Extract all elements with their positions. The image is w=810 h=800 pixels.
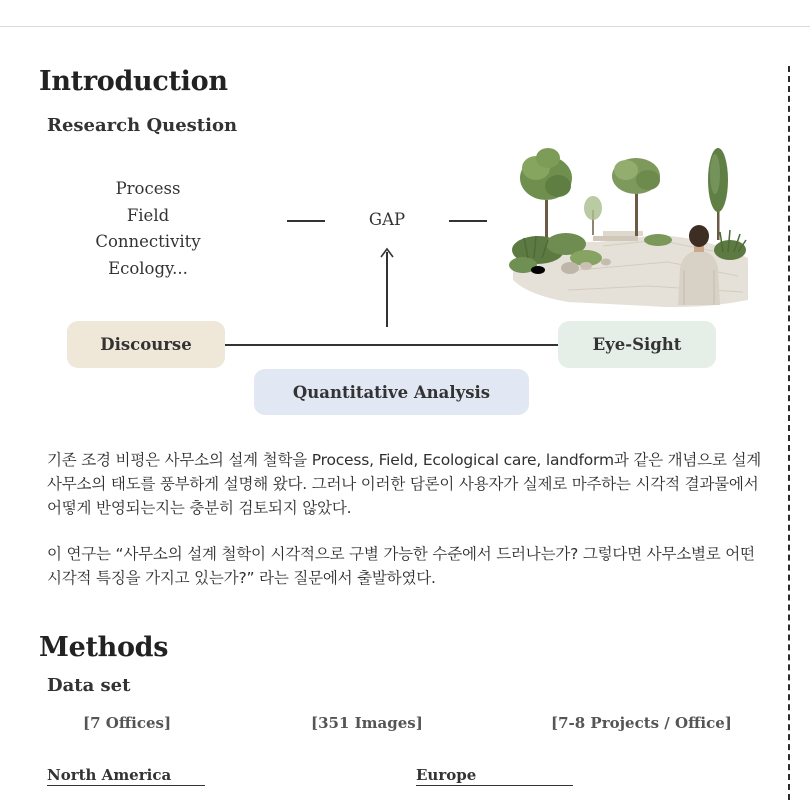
research-question-subheading: Research Question: [47, 115, 238, 136]
dataset-offices: [7 Offices]: [83, 714, 172, 732]
keyword-connectivity: Connectivity: [95, 232, 201, 251]
introduction-paragraph-2: 이 연구는 “사무소의 설계 철학이 시각적으로 구별 가능한 수준에서 드러나는가? 그렇다면 사무소별로 어떤 시각적 특징을 가지고 있는가?” 라는 질문에서 출발하였다.: [47, 545, 755, 587]
introduction-heading: Introduction: [39, 66, 228, 97]
region-europe: Europe: [416, 766, 477, 784]
keyword-ecology: Ecology...: [108, 258, 188, 278]
dashed-divider: [788, 66, 790, 800]
eye-sight-pill: Eye-Sight: [558, 321, 716, 368]
keyword-process: Process: [115, 179, 181, 198]
keyword-list: [70, 176, 226, 282]
dataset-images: [351 Images]: [311, 714, 423, 732]
introduction-paragraph-1: 기존 조경 비평은 사무소의 설계 철학을 Process, Field, Ecological care, landform과 같은 개념으로 설계 사무소의 태도를 풍부하게 설명해 왔다. 그러나 이러한 담론이 사용자가 실제로 마주하는 시각적 결과물에서 어떻게 반영되는지는 충분히 검토되지 않았다.: [47, 451, 761, 517]
dataset-projects: [7-8 Projects / Office]: [551, 714, 732, 732]
gap-left-line: [287, 220, 325, 222]
region-north-america-underline: [47, 785, 205, 786]
gap-right-line: [449, 220, 487, 222]
arrow-shaft: [386, 252, 388, 327]
data-set-subheading: Data set: [47, 675, 131, 696]
region-north-america: North America: [47, 766, 172, 784]
discourse-pill: Discourse: [67, 321, 225, 368]
methods-heading: Methods: [39, 632, 169, 663]
quantitative-analysis-pill: Quantitative Analysis: [254, 369, 529, 415]
keyword-field: Field: [126, 205, 170, 225]
gap-label: GAP: [368, 210, 406, 229]
connector-line: [225, 344, 559, 346]
garden-person-illustration: [508, 140, 758, 312]
top-divider: [0, 26, 810, 27]
region-europe-underline: [416, 785, 573, 786]
